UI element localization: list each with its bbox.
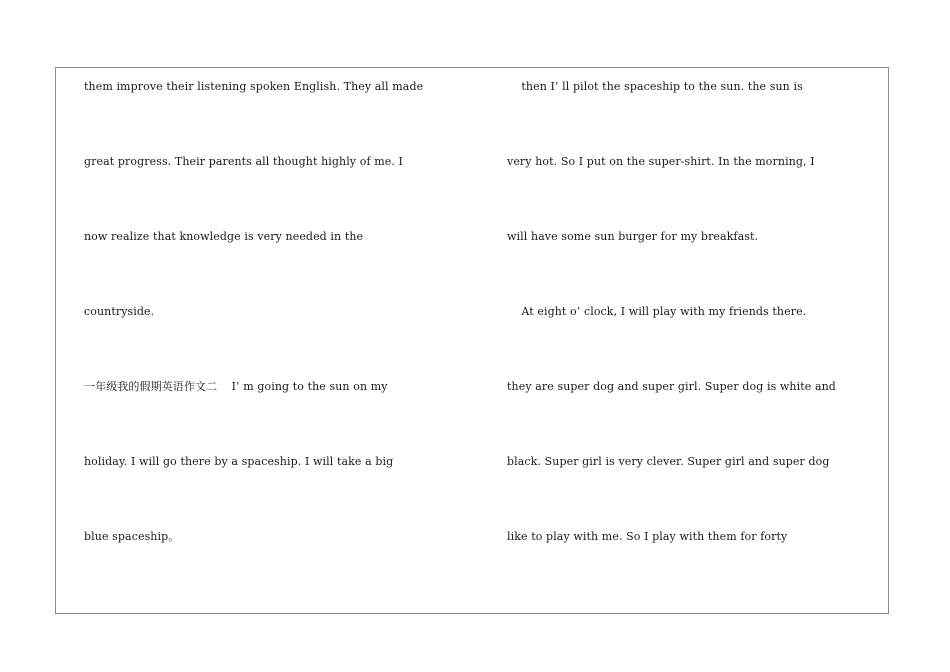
text-line: holiday. I will go there by a spaceship. I will take a big <box>84 455 394 468</box>
text-line: very hot. So I put on the super-shirt. In the morning, I <box>507 155 815 168</box>
text-line: they are super dog and super girl. Super dog is white and <box>507 380 836 393</box>
text-line: now realize that knowledge is very needed in the <box>84 230 364 243</box>
text-line: them improve their listening spoken English. They all made <box>84 80 424 93</box>
text-line: great progress. Their parents all thought highly of me. I <box>84 155 403 168</box>
text-line: like to play with me. So I play with them for forty <box>507 530 788 543</box>
text-line: black. Super girl is very clever. Super girl and super dog <box>507 455 830 468</box>
text-line: 一年级我的假期英语作文二 I’ m going to the sun on my <box>84 380 388 393</box>
text-line: countryside. <box>84 305 155 318</box>
text-line: At eight o’ clock, I will play with my friends there. <box>507 305 807 318</box>
text-line: will have some sun burger for my breakfast. <box>507 230 759 243</box>
text-line: then I’ ll pilot the spaceship to the sun. the sun is <box>507 80 803 93</box>
text-line: blue spaceship。 <box>84 530 180 543</box>
